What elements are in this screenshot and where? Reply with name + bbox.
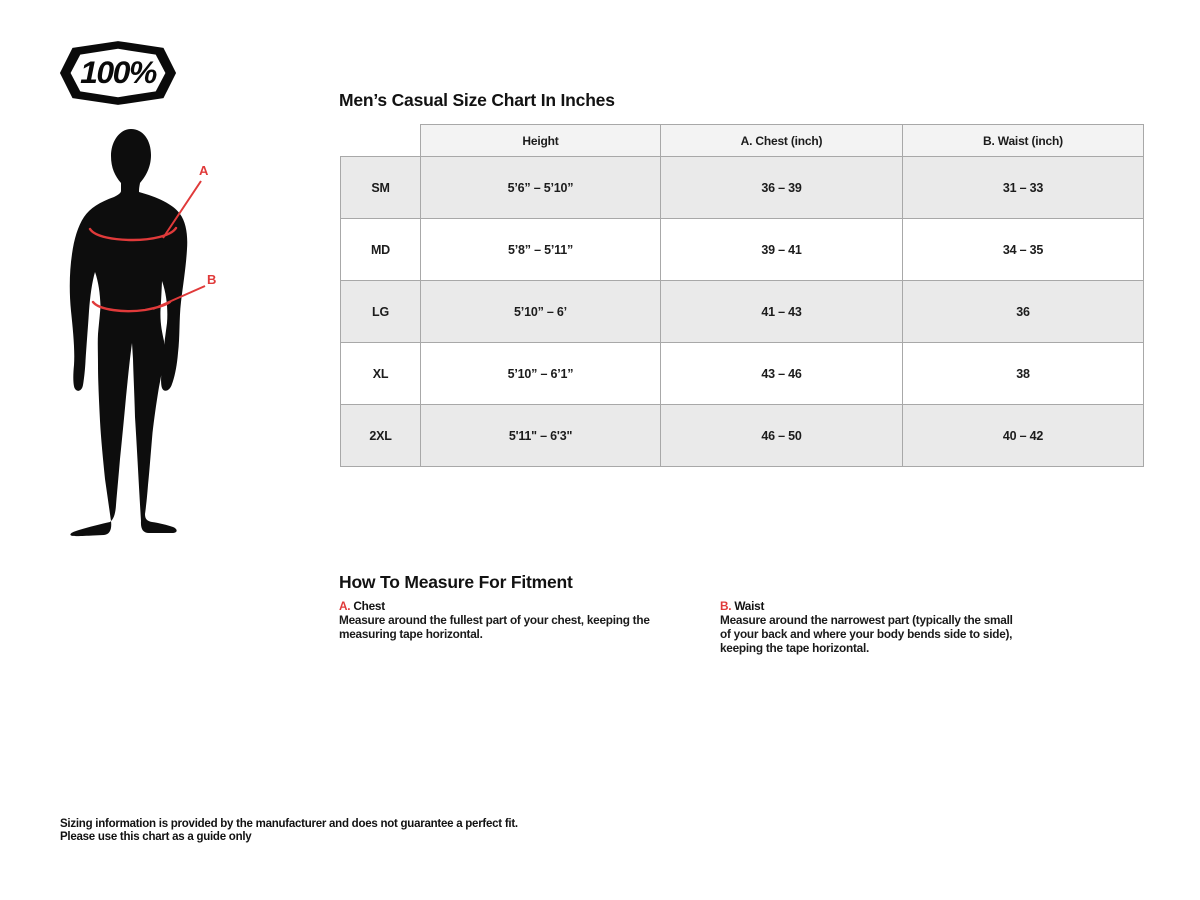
table-corner-cell bbox=[341, 125, 421, 157]
measure-item-chest bbox=[339, 599, 669, 641]
table-row-xl bbox=[341, 343, 1144, 405]
waist-cell: 40 – 42 bbox=[903, 405, 1144, 467]
table-row-lg bbox=[341, 281, 1144, 343]
chest-cell: 43 – 46 bbox=[661, 343, 903, 405]
measure-description-chest: Measure around the fullest part of your chest, keeping the measuring tape horizontal. bbox=[339, 613, 650, 641]
height-cell: 5’8” – 5’11” bbox=[421, 219, 661, 281]
column-header-chest: A. Chest (inch) bbox=[661, 125, 903, 157]
size-cell: 2XL bbox=[341, 405, 421, 467]
chest-cell: 46 – 50 bbox=[661, 405, 903, 467]
height-cell: 5’6” – 5’10” bbox=[421, 157, 661, 219]
chest-cell: 39 – 41 bbox=[661, 219, 903, 281]
table-row-sm bbox=[341, 157, 1144, 219]
measure-name-waist: Waist bbox=[734, 599, 765, 613]
disclaimer-line-2: Please use this chart as a guide only bbox=[60, 830, 252, 843]
logo-text: 100% bbox=[80, 54, 156, 91]
table-row-md bbox=[341, 219, 1144, 281]
size-chart-table bbox=[340, 124, 1144, 467]
size-cell: LG bbox=[341, 281, 421, 343]
waist-cell: 36 bbox=[903, 281, 1144, 343]
size-chart-title: Men’s Casual Size Chart In Inches bbox=[339, 90, 615, 110]
column-header-waist: B. Waist (inch) bbox=[903, 125, 1144, 157]
measure-description-waist: Measure around the narrowest part (typically the small of your back and where your body bends side to side), keeping the tape horizontal. bbox=[720, 613, 1013, 655]
measure-item-heading bbox=[339, 599, 669, 613]
height-cell: 5’10” – 6’1” bbox=[421, 343, 661, 405]
chest-cell: 41 – 43 bbox=[661, 281, 903, 343]
measure-letter-a: A. bbox=[339, 599, 351, 613]
how-to-measure-title: How To Measure For Fitment bbox=[339, 572, 573, 592]
size-cell: SM bbox=[341, 157, 421, 219]
height-cell: 5'11" – 6'3" bbox=[421, 405, 661, 467]
measure-item-heading bbox=[720, 599, 1020, 613]
waist-cell: 34 – 35 bbox=[903, 219, 1144, 281]
size-cell: MD bbox=[341, 219, 421, 281]
waist-cell: 31 – 33 bbox=[903, 157, 1144, 219]
measure-name-chest: Chest bbox=[353, 599, 385, 613]
brand-logo bbox=[58, 38, 178, 108]
waist-label: B bbox=[207, 272, 217, 287]
measure-letter-b: B. bbox=[720, 599, 732, 613]
chest-label: A bbox=[199, 163, 209, 178]
waist-cell: 38 bbox=[903, 343, 1144, 405]
size-cell: XL bbox=[341, 343, 421, 405]
measure-item-waist bbox=[720, 599, 1020, 655]
male-silhouette bbox=[70, 129, 187, 536]
disclaimer-line-1: Sizing information is provided by the manufacturer and does not guarantee a perfect fit. bbox=[60, 818, 518, 830]
chest-cell: 36 – 39 bbox=[661, 157, 903, 219]
height-cell: 5’10” – 6’ bbox=[421, 281, 661, 343]
column-header-height: Height bbox=[421, 125, 661, 157]
disclaimer bbox=[60, 818, 518, 843]
measurement-figure bbox=[55, 125, 225, 550]
table-header-row bbox=[341, 125, 1144, 157]
table-row-2xl bbox=[341, 405, 1144, 467]
